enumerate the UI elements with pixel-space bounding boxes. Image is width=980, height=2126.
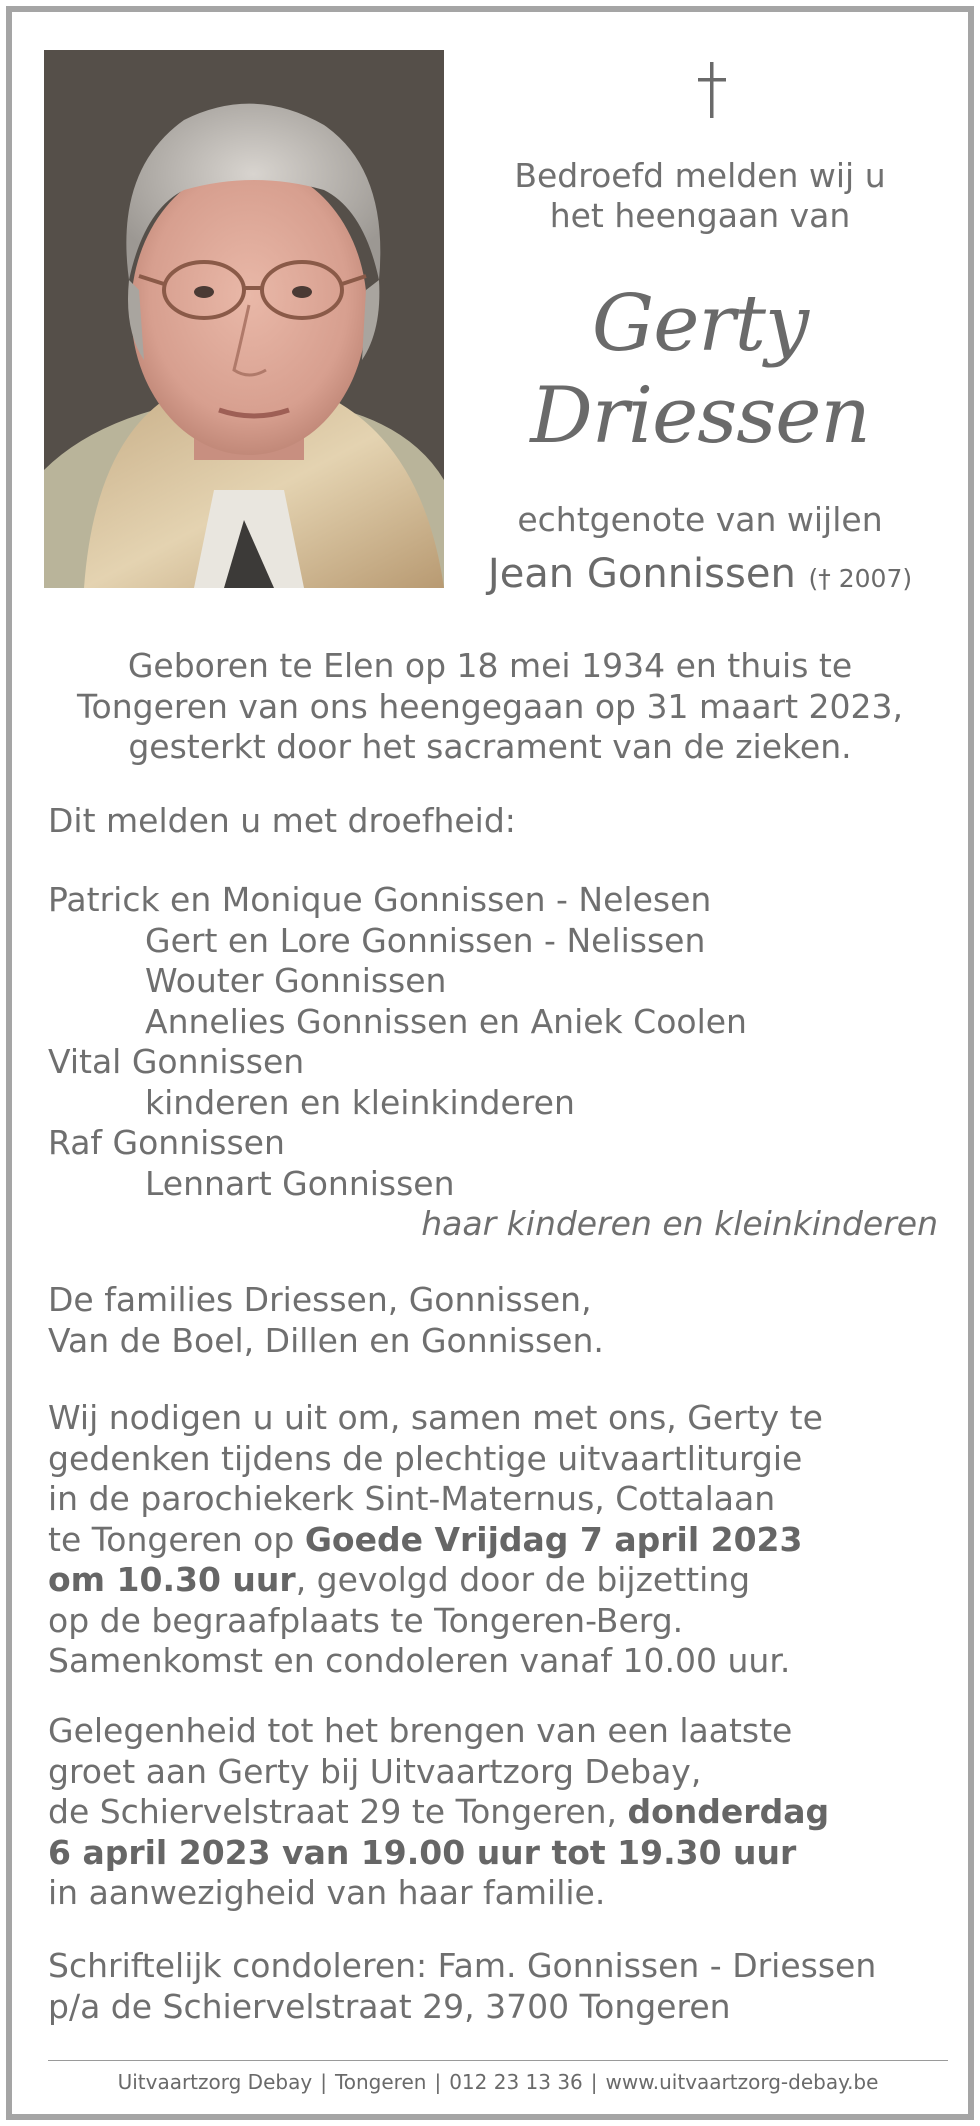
- announce-text: Dit melden u met droefheid:: [48, 801, 516, 840]
- born-line: Tongeren van ons heengegaan op 31 maart 2023,: [76, 686, 904, 726]
- visit-line: Gelegenheid tot het brengen van een laatste: [48, 1711, 793, 1750]
- portrait-illustration: [44, 50, 444, 588]
- family-member: Lennart Gonnissen: [145, 1163, 455, 1203]
- footer-separator: |: [434, 2070, 442, 2094]
- funeral-time: om 10.30 uur: [48, 1560, 296, 1599]
- spouse-name-line: [455, 550, 945, 603]
- family-signoff: haar kinderen en kleinkinderen: [421, 1204, 938, 1243]
- intro-line: Bedroefd melden wij u: [514, 156, 886, 195]
- invite-line: [48, 1520, 948, 1561]
- visit-line: in aanwezigheid van haar familie.: [48, 1873, 606, 1912]
- portrait-photo: [44, 50, 444, 588]
- visit-line: [48, 1833, 948, 1874]
- footer: [48, 2068, 948, 2096]
- family-member: Wouter Gonnissen: [145, 961, 447, 1000]
- invite-line: in de parochiekerk Sint-Maternus, Cottalaan: [48, 1479, 776, 1518]
- footer-phone: 012 23 13 36: [449, 2070, 583, 2094]
- invite-text: , gevolgd door de bijzetting: [295, 1560, 751, 1599]
- spouse-name: Jean Gonnissen: [487, 551, 796, 597]
- visit-day: donderdag: [627, 1792, 830, 1831]
- families-line: Van de Boel, Dillen en Gonnissen.: [48, 1320, 604, 1360]
- footer-city: Tongeren: [334, 2070, 427, 2094]
- deceased-last-name: Driessen: [530, 371, 870, 461]
- family-member: Patrick en Monique Gonnissen - Nelesen: [48, 880, 712, 919]
- invite-line: op de begraafplaats te Tongeren-Berg.: [48, 1600, 684, 1640]
- condole-line: p/a de Schiervelstraat 29, 3700 Tongeren: [48, 1986, 731, 2026]
- footer-divider: [48, 2060, 948, 2061]
- family-member: Vital Gonnissen: [48, 1042, 305, 1081]
- birth-death-paragraph: [48, 646, 932, 768]
- announcement-intro: [455, 156, 945, 236]
- spouse-relation: echtgenote van wijlen: [517, 500, 883, 539]
- footer-website[interactable]: www.uitvaartzorg-debay.be: [605, 2070, 879, 2094]
- footer-separator: |: [320, 2070, 327, 2094]
- born-line: Geboren te Elen op 18 mei 1934 en thuis te: [127, 646, 853, 685]
- family-member: Gert en Lore Gonnissen - Nelissen: [145, 920, 706, 960]
- deceased-first-name: Gerty: [591, 279, 809, 369]
- visit-line: [48, 1792, 948, 1833]
- intro-line: het heengaan van: [549, 196, 851, 235]
- families-line: De families Driessen, Gonnissen,: [48, 1280, 592, 1319]
- family-member: Raf Gonnissen: [48, 1123, 285, 1162]
- visit-text: de Schiervelstraat 29 te Tongeren,: [48, 1792, 628, 1831]
- deceased-name: [455, 278, 945, 462]
- condolence-address: [48, 1946, 948, 2027]
- footer-company: Uitvaartzorg Debay: [117, 2070, 313, 2094]
- invite-line: gedenken tijdens de plechtige uitvaartliturgie: [48, 1438, 803, 1478]
- funeral-date: Goede Vrijdag 7 april 2023: [304, 1519, 803, 1559]
- visitation-paragraph: [48, 1711, 948, 1914]
- family-list: [48, 880, 948, 1245]
- invite-line: Samenkomst en condoleren vanaf 10.00 uur.: [48, 1641, 791, 1680]
- funeral-invitation: [48, 1398, 948, 1682]
- family-member: kinderen en kleinkinderen: [145, 1082, 575, 1122]
- spouse-death-year: († 2007): [808, 564, 913, 593]
- cross-icon: [692, 58, 732, 122]
- invite-line: Wij nodigen u uit om, samen met ons, Gerty te: [48, 1398, 823, 1437]
- footer-separator: |: [590, 2070, 598, 2094]
- families-paragraph: [48, 1280, 948, 1361]
- invite-line: [48, 1560, 948, 1601]
- born-line: gesterkt door het sacrament van de zieken.: [128, 727, 852, 766]
- invite-text: te Tongeren op: [48, 1519, 305, 1559]
- family-member: Annelies Gonnissen en Aniek Coolen: [145, 1001, 747, 1041]
- visit-line: groet aan Gerty bij Uitvaartzorg Debay,: [48, 1751, 702, 1791]
- visit-datetime: 6 april 2023 van 19.00 uur tot 19.30 uur: [48, 1832, 797, 1872]
- condole-line: Schriftelijk condoleren: Fam. Gonnissen - Driessen: [48, 1946, 877, 1985]
